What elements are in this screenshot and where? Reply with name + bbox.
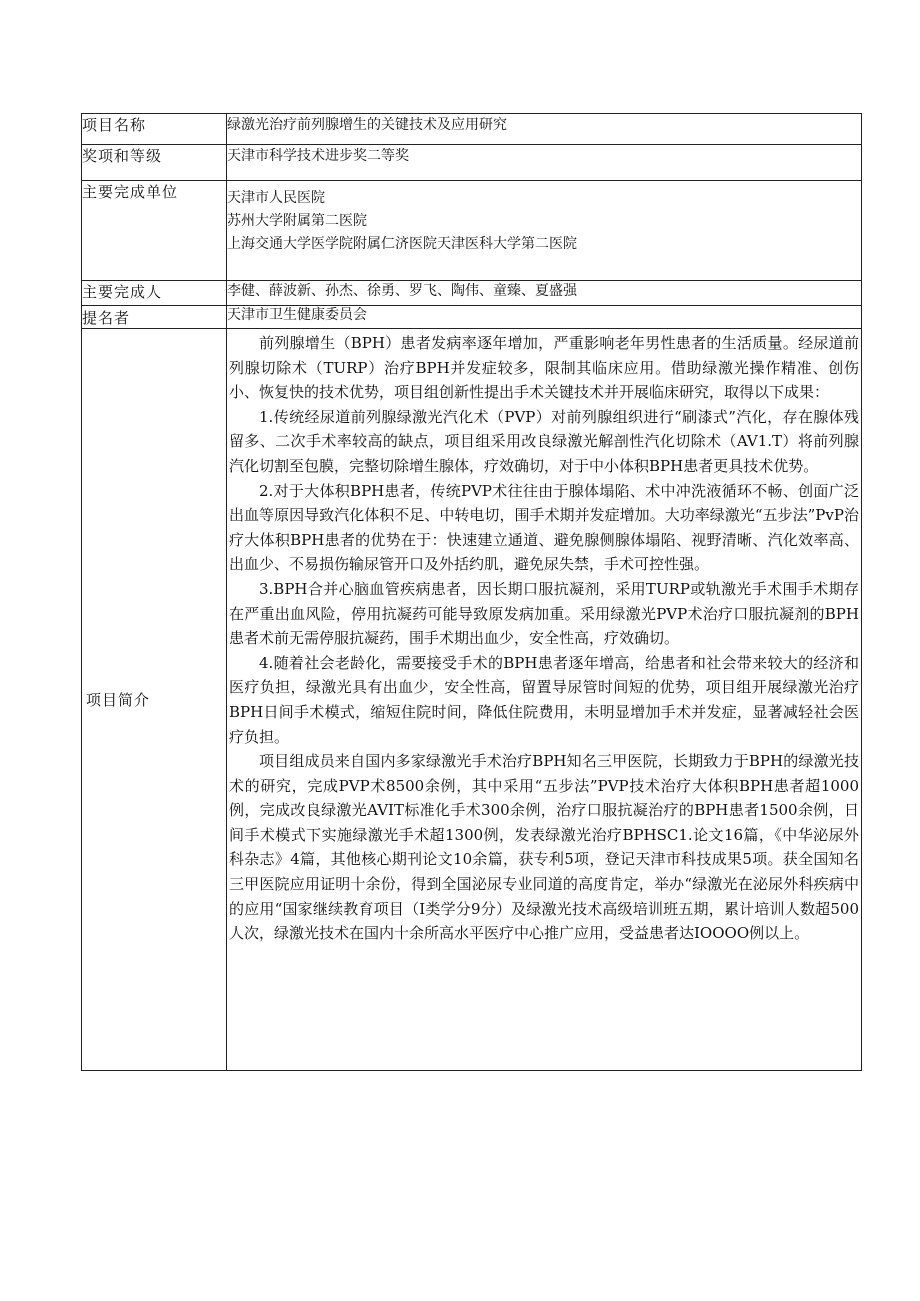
summary-paragraph: 1.传统经尿道前列腺绿激光汽化术（PVP）对前列腺组织进行“刷漆式”汽化，存在腺体残留多、二次手术率较高的缺点，项目组采用改良绿激光解剖性汽化切除术（AV1.T）将前列腺汽化切割至包膜，完整切除增生腺体，疗效确切，对于中小体积BPH患者更具技术优势。 <box>229 407 859 475</box>
unit-item: 苏州大学附属第二医院 <box>227 213 367 229</box>
row-units <box>82 181 862 281</box>
row-nominator <box>82 306 862 329</box>
row-project-name <box>82 114 862 145</box>
persons-value: 李健、薛波新、孙杰、徐勇、罗飞、陶伟、童臻、夏盛强 <box>227 281 862 306</box>
nominator-value: 天津市卫生健康委员会 <box>227 306 862 329</box>
units-label: 主要完成单位 <box>82 181 227 281</box>
unit-item: 天津市人民医院 <box>227 190 325 206</box>
project-name-value: 绿激光治疗前列腺增生的关键技术及应用研究 <box>227 114 862 145</box>
row-award <box>82 145 862 181</box>
summary-label: 项目简介 <box>82 329 227 1071</box>
award-value: 天津市科学技术进步奖二等奖 <box>227 145 862 181</box>
summary-paragraph: 前列腺增生（BPH）患者发病率逐年增加，严重影响老年男性患者的生活质量。经尿道前列腺切除术（TURP）治疗BPH并发症较多，限制其临床应用。借助绿激光操作精准、创伤小、恢复快的技术优势，项目组创新性提出手术关键技术并开展临床研究，取得以下成果： <box>229 334 859 402</box>
project-info-table <box>81 113 862 1071</box>
project-name-label: 项目名称 <box>82 114 227 145</box>
row-persons <box>82 281 862 306</box>
summary-paragraph: 项目组成员来自国内多家绿激光手术治疗BPH知名三甲医院，长期致力于BPH的绿激光技术的研究，完成PVP术8500余例，其中采用“五步法”PVP技术治疗大体积BPH患者超1000例，完成改良绿激光AVIT标准化手术300余例，治疗口服抗凝治疗的BPH患者1500余例，日间手术模式下实施绿激光手术超1300例，发表绿激光治疗BPHSC1.论文16篇，《中华泌尿外科杂志》4篇，其他核心期刊论文10余篇，获专利5项，登记天津市科技成果5项。获全国知名三甲医院应用证明十余份，得到全国泌尿专业同道的高度肯定，举办“绿激光在泌尿外科疾病中的应用“国家继续教育项目（I类学分9分）及绿激光技术高级培训班五期，累计培训人数超500人次，绿激光技术在国内十余所高水平医疗中心推广应用，受益患者达IOOOO例以上。 <box>229 752 859 943</box>
summary-paragraph: 3.BPH合并心脑血管疾病患者，因长期口服抗凝剂，采用TURP或轨激光手术围手术期存在严重出血风险，停用抗凝药可能导致原发病加重。采用绿激光PVP术治疗口服抗凝剂的BPH患者术前无需停服抗凝药，围手术期出血少，安全性高，疗效确切。 <box>229 579 859 648</box>
units-value <box>227 181 862 281</box>
nominator-label: 提名者 <box>82 306 227 329</box>
persons-label: 主要完成人 <box>82 281 227 306</box>
unit-item: 上海交通大学医学院附属仁济医院天津医科大学第二医院 <box>227 236 577 252</box>
summary-paragraph: 4.随着社会老龄化，需要接受手术的BPH患者逐年增高，给患者和社会带来较大的经济和医疗负担，绿激光具有出血少，安全性高，留置导尿管时间短的优势，项目组开展绿激光治疗BPH日间手术模式，缩短住院时间，降低住院费用，未明显增加手术并发症，显著减轻社会医疗负担。 <box>229 653 859 746</box>
summary-paragraph: 2.对于大体积BPH患者，传统PVP术往往由于腺体塌陷、术中冲洗液循环不畅、创面广泛出血等原因导致汽化体积不足、中转电切，围手术期并发症增加。大功率绿激光“五步法”PvP治疗大体积BPH患者的优势在于：快速建立通道、避免腺侧腺体塌陷、视野清晰、汽化效率高、出血少、不易损伤输尿管开口及外括约肌，避免尿失禁，手术可控性强。 <box>229 481 859 574</box>
summary-value <box>227 329 862 1071</box>
award-label: 奖项和等级 <box>82 145 227 181</box>
row-summary <box>82 329 862 1071</box>
